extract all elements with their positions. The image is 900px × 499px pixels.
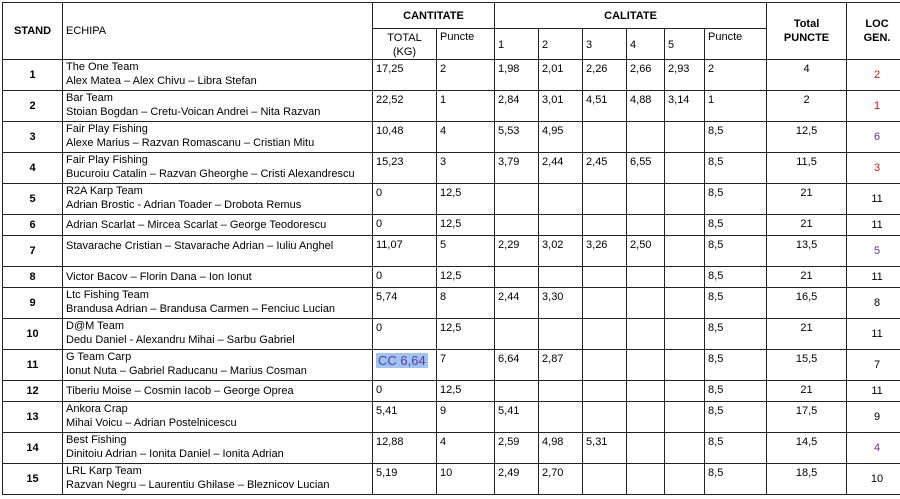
team-cell	[63, 267, 373, 288]
table-row	[3, 215, 900, 236]
total-puncte: 4	[767, 60, 847, 91]
calitate-1: 3,79	[495, 153, 539, 184]
stand-number: 4	[3, 153, 63, 184]
team-members: Razvan Negru – Laurentiu Ghilase – Bleznicov Lucian	[66, 479, 330, 491]
team-members: Brandusa Adrian – Brandusa Carmen – Fenciuc Lucian	[66, 303, 336, 315]
calitate-puncte: 1	[705, 91, 767, 122]
calitate-2: 4,95	[539, 122, 583, 153]
calitate-5	[665, 433, 705, 464]
loc-general: 9	[847, 402, 900, 433]
total-kg-cell	[373, 350, 437, 381]
calitate-4	[627, 464, 665, 495]
calitate-1: 1,98	[495, 60, 539, 91]
calitate-4: 2,66	[627, 60, 665, 91]
calitate-1: 2,84	[495, 91, 539, 122]
stand-number: 6	[3, 215, 63, 236]
team-name: Bar Team	[66, 92, 113, 104]
total-puncte: 16,5	[767, 288, 847, 319]
calitate-4: 4,88	[627, 91, 665, 122]
total-kg-cell	[373, 91, 437, 122]
total-kg-value: 0	[376, 322, 383, 334]
echipa-header: ECHIPA	[63, 3, 373, 60]
calitate-1: 2,29	[495, 236, 539, 267]
total-kg-value: 10,48	[376, 125, 404, 137]
stand-number: 8	[3, 267, 63, 288]
calitate-4	[627, 433, 665, 464]
calitate-3	[583, 267, 627, 288]
calitate-puncte: 8,5	[705, 350, 767, 381]
team-members: Bucuroiu Catalin – Razvan Gheorghe – Cristi Alexandrescu	[66, 168, 355, 180]
total-kg-value: 11,07	[376, 239, 403, 251]
team-name: LRL Karp Team	[66, 465, 142, 477]
team-cell	[63, 350, 373, 381]
calitate-puncte: 8,5	[705, 267, 767, 288]
stand-number: 12	[3, 381, 63, 402]
total-kg-value: 5,19	[376, 467, 398, 479]
table-row	[3, 122, 900, 153]
team-name: Ltc Fishing Team	[66, 289, 149, 301]
team-cell	[63, 433, 373, 464]
total-kg-cell	[373, 267, 437, 288]
team-name: R2A Karp Team	[66, 185, 143, 197]
calitate-1	[495, 381, 539, 402]
calitate-3	[583, 122, 627, 153]
total-kg-cell	[373, 464, 437, 495]
team-cell	[63, 184, 373, 215]
cantitate-puncte: 12,5	[437, 267, 495, 288]
total-kg-cell	[373, 402, 437, 433]
calitate-3	[583, 350, 627, 381]
calitate-4	[627, 267, 665, 288]
calitate-2	[539, 184, 583, 215]
calitate-5-header: 5	[665, 29, 705, 60]
team-cell	[63, 464, 373, 495]
total-puncte-line1: Total	[793, 18, 820, 30]
calitate-5	[665, 122, 705, 153]
calitate-4	[627, 350, 665, 381]
total-kg-value: 0	[376, 270, 383, 282]
team-members: Victor Bacov – Florin Dana – Ion Ionut	[66, 271, 252, 283]
table-row	[3, 464, 900, 495]
cantitate-header: CANTITATE	[373, 3, 495, 29]
loc-general: 11	[847, 184, 900, 215]
total-kg-value: 5,41	[376, 405, 398, 417]
calitate-5	[665, 215, 705, 236]
team-name: Fair Play Fishing	[66, 123, 148, 135]
loc-general: 7	[847, 350, 900, 381]
stand-number: 5	[3, 184, 63, 215]
team-name: D@M Team	[66, 320, 125, 332]
calitate-1	[495, 215, 539, 236]
team-members: Adrian Scarlat – Mircea Scarlat – George Teodorescu	[66, 219, 327, 231]
calitate-4: 2,50	[627, 236, 665, 267]
calitate-puncte: 8,5	[705, 464, 767, 495]
cantitate-puncte: 4	[437, 122, 495, 153]
loc-general: 6	[847, 122, 900, 153]
table-row	[3, 402, 900, 433]
calitate-2	[539, 215, 583, 236]
calitate-5	[665, 236, 705, 267]
loc-gen-header	[847, 3, 900, 60]
calitate-4: 6,55	[627, 153, 665, 184]
calitate-5: 2,93	[665, 60, 705, 91]
stand-number: 14	[3, 433, 63, 464]
loc-gen-line1: LOC	[865, 18, 889, 30]
table-row	[3, 267, 900, 288]
calitate-1: 6,64	[495, 350, 539, 381]
total-puncte: 21	[767, 267, 847, 288]
total-kg-header	[373, 29, 437, 60]
calitate-2: 3,02	[539, 236, 583, 267]
team-members: Tiberiu Moise – Cosmin Iacob – George Oprea	[66, 385, 294, 397]
calitate-puncte: 8,5	[705, 433, 767, 464]
calitate-2: 2,87	[539, 350, 583, 381]
calitate-1: 2,44	[495, 288, 539, 319]
table-row	[3, 433, 900, 464]
calitate-puncte: 8,5	[705, 236, 767, 267]
total-puncte: 13,5	[767, 236, 847, 267]
total-puncte-line2: PUNCTE	[783, 32, 830, 44]
calitate-2: 2,01	[539, 60, 583, 91]
calitate-2: 2,44	[539, 153, 583, 184]
total-kg-cell	[373, 215, 437, 236]
cantitate-puncte: 7	[437, 350, 495, 381]
stand-number: 9	[3, 288, 63, 319]
total-puncte: 21	[767, 381, 847, 402]
results-table	[2, 2, 900, 495]
cantitate-puncte: 8	[437, 288, 495, 319]
stand-number: 10	[3, 319, 63, 350]
stand-number: 1	[3, 60, 63, 91]
calitate-4	[627, 184, 665, 215]
team-members: Dedu Daniel - Alexandru Mihai – Sarbu Gabriel	[66, 334, 295, 346]
loc-general: 2	[847, 60, 900, 91]
calitate-2: 2,70	[539, 464, 583, 495]
cantitate-puncte: 12,5	[437, 215, 495, 236]
table-row	[3, 319, 900, 350]
table-row	[3, 288, 900, 319]
calitate-5	[665, 288, 705, 319]
table-row	[3, 91, 900, 122]
stand-number: 3	[3, 122, 63, 153]
team-members: Ionut Nuta – Gabriel Raducanu – Marius Cosman	[66, 365, 307, 377]
calitate-3: 4,51	[583, 91, 627, 122]
team-name: Fair Play Fishing	[66, 154, 148, 166]
calitate-4	[627, 381, 665, 402]
total-kg-cell	[373, 60, 437, 91]
calitate-3	[583, 288, 627, 319]
team-members: Alex Matea – Alex Chivu – Libra Stefan	[66, 75, 257, 87]
total-kg-cell	[373, 433, 437, 464]
calitate-4	[627, 288, 665, 319]
loc-general: 1	[847, 91, 900, 122]
loc-general: 10	[847, 464, 900, 495]
cantitate-puncte: 12,5	[437, 319, 495, 350]
cantitate-puncte: 12,5	[437, 184, 495, 215]
table-row	[3, 381, 900, 402]
total-kg-value: 22,52	[376, 94, 404, 106]
calitate-5	[665, 464, 705, 495]
total-puncte: 21	[767, 215, 847, 236]
calitate-puncte: 8,5	[705, 215, 767, 236]
loc-general: 11	[847, 267, 900, 288]
calitate-3	[583, 184, 627, 215]
calitate-puncte-header: Puncte	[705, 29, 767, 60]
total-kg-value: 5,74	[376, 291, 398, 303]
team-cell	[63, 402, 373, 433]
cantitate-puncte: 4	[437, 433, 495, 464]
loc-general: 4	[847, 433, 900, 464]
team-cell	[63, 381, 373, 402]
calitate-5	[665, 402, 705, 433]
calitate-3: 2,26	[583, 60, 627, 91]
calitate-puncte: 8,5	[705, 402, 767, 433]
calitate-2	[539, 402, 583, 433]
calitate-5	[665, 184, 705, 215]
calitate-3-header: 3	[583, 29, 627, 60]
total-kg-cell	[373, 319, 437, 350]
team-name: G Team Carp	[66, 351, 132, 363]
total-puncte: 18,5	[767, 464, 847, 495]
calitate-puncte: 8,5	[705, 288, 767, 319]
calitate-4	[627, 319, 665, 350]
stand-number: 2	[3, 91, 63, 122]
calitate-5	[665, 319, 705, 350]
calitate-puncte: 8,5	[705, 153, 767, 184]
table-row	[3, 350, 900, 381]
team-cell	[63, 153, 373, 184]
cantitate-puncte: 10	[437, 464, 495, 495]
calitate-puncte: 8,5	[705, 122, 767, 153]
calitate-puncte: 8,5	[705, 319, 767, 350]
total-puncte: 14,5	[767, 433, 847, 464]
calitate-2	[539, 381, 583, 402]
calitate-puncte: 8,5	[705, 184, 767, 215]
calitate-header: CALITATE	[495, 3, 767, 29]
stand-number: 11	[3, 350, 63, 381]
total-kg-cell	[373, 381, 437, 402]
loc-general: 3	[847, 153, 900, 184]
total-kg-value: 0	[376, 218, 383, 230]
calitate-5	[665, 153, 705, 184]
calitate-2: 4,98	[539, 433, 583, 464]
cantitate-puncte: 5	[437, 236, 495, 267]
total-kg-value: 0	[376, 187, 383, 199]
team-members: Adrian Brostic - Adrian Toader – Drobota Remus	[66, 199, 302, 211]
calitate-puncte: 2	[705, 60, 767, 91]
team-cell	[63, 236, 373, 267]
total-kg-cell	[373, 122, 437, 153]
stand-number: 15	[3, 464, 63, 495]
loc-general: 11	[847, 381, 900, 402]
calitate-1	[495, 319, 539, 350]
team-members: Mihai Voicu – Adrian Postelnicescu	[66, 417, 237, 429]
total-kg-value: 12,88	[376, 436, 404, 448]
team-members: Dinitoiu Adrian – Ionita Daniel – Ionita Adrian	[66, 448, 284, 460]
cantitate-puncte: 9	[437, 402, 495, 433]
loc-general: 11	[847, 319, 900, 350]
stand-number: 7	[3, 236, 63, 267]
team-name: The One Team	[66, 61, 139, 73]
calitate-1-header: 1	[495, 29, 539, 60]
total-kg-line2: (KG)	[392, 46, 417, 58]
calitate-3: 2,45	[583, 153, 627, 184]
calitate-4	[627, 122, 665, 153]
calitate-2	[539, 267, 583, 288]
loc-gen-line2: GEN.	[863, 32, 891, 44]
total-kg-line1: TOTAL	[387, 32, 422, 44]
team-members: Stoian Bogdan – Cretu-Voican Andrei – Nita Razvan	[66, 106, 321, 118]
loc-general: 8	[847, 288, 900, 319]
calitate-4	[627, 402, 665, 433]
team-name: Ankora Crap	[66, 403, 128, 415]
calitate-3	[583, 215, 627, 236]
table-row	[3, 184, 900, 215]
calitate-1	[495, 267, 539, 288]
total-puncte: 17,5	[767, 402, 847, 433]
calitate-5	[665, 350, 705, 381]
calitate-1	[495, 184, 539, 215]
team-name: Best Fishing	[66, 434, 127, 446]
total-kg-value: 17,25	[376, 63, 404, 75]
calitate-5: 3,14	[665, 91, 705, 122]
table-row	[3, 60, 900, 91]
cantitate-puncte: 1	[437, 91, 495, 122]
stand-number: 13	[3, 402, 63, 433]
calitate-2	[539, 319, 583, 350]
team-cell	[63, 215, 373, 236]
calitate-5	[665, 267, 705, 288]
calitate-3	[583, 319, 627, 350]
total-kg-value: 15,23	[376, 156, 404, 168]
calitate-3	[583, 381, 627, 402]
total-kg-value: 0	[376, 384, 383, 396]
kg-highlight: CC 6,64	[378, 353, 426, 368]
total-kg-cell	[373, 153, 437, 184]
calitate-2: 3,01	[539, 91, 583, 122]
team-members: Stavarache Cristian – Stavarache Adrian – Iuliu Anghel	[66, 240, 334, 252]
team-members: Alexe Marius – Razvan Romascanu – Cristian Mitu	[66, 137, 315, 149]
calitate-2-header: 2	[539, 29, 583, 60]
team-cell	[63, 60, 373, 91]
total-puncte: 2	[767, 91, 847, 122]
team-cell	[63, 288, 373, 319]
total-puncte: 15,5	[767, 350, 847, 381]
calitate-1: 5,53	[495, 122, 539, 153]
cantitate-puncte: 2	[437, 60, 495, 91]
calitate-2: 3,30	[539, 288, 583, 319]
calitate-5	[665, 381, 705, 402]
calitate-1: 2,49	[495, 464, 539, 495]
total-kg-cell	[373, 184, 437, 215]
total-kg-cell	[373, 236, 437, 267]
calitate-3	[583, 464, 627, 495]
total-puncte: 12,5	[767, 122, 847, 153]
calitate-3: 3,26	[583, 236, 627, 267]
table-row	[3, 153, 900, 184]
cantitate-puncte: 3	[437, 153, 495, 184]
team-cell	[63, 319, 373, 350]
total-puncte: 11,5	[767, 153, 847, 184]
calitate-puncte: 8,5	[705, 381, 767, 402]
calitate-1: 5,41	[495, 402, 539, 433]
calitate-1: 2,59	[495, 433, 539, 464]
loc-general: 5	[847, 236, 900, 267]
calitate-3: 5,31	[583, 433, 627, 464]
total-puncte: 21	[767, 319, 847, 350]
stand-header: STAND	[3, 3, 63, 60]
cantitate-puncte: 12,5	[437, 381, 495, 402]
total-puncte-header	[767, 3, 847, 60]
loc-general: 11	[847, 215, 900, 236]
table-row	[3, 236, 900, 267]
team-cell	[63, 91, 373, 122]
calitate-4-header: 4	[627, 29, 665, 60]
calitate-4	[627, 215, 665, 236]
calitate-3	[583, 402, 627, 433]
cantitate-puncte-header: Puncte	[437, 29, 495, 60]
team-cell	[63, 122, 373, 153]
total-puncte: 21	[767, 184, 847, 215]
total-kg-cell	[373, 288, 437, 319]
